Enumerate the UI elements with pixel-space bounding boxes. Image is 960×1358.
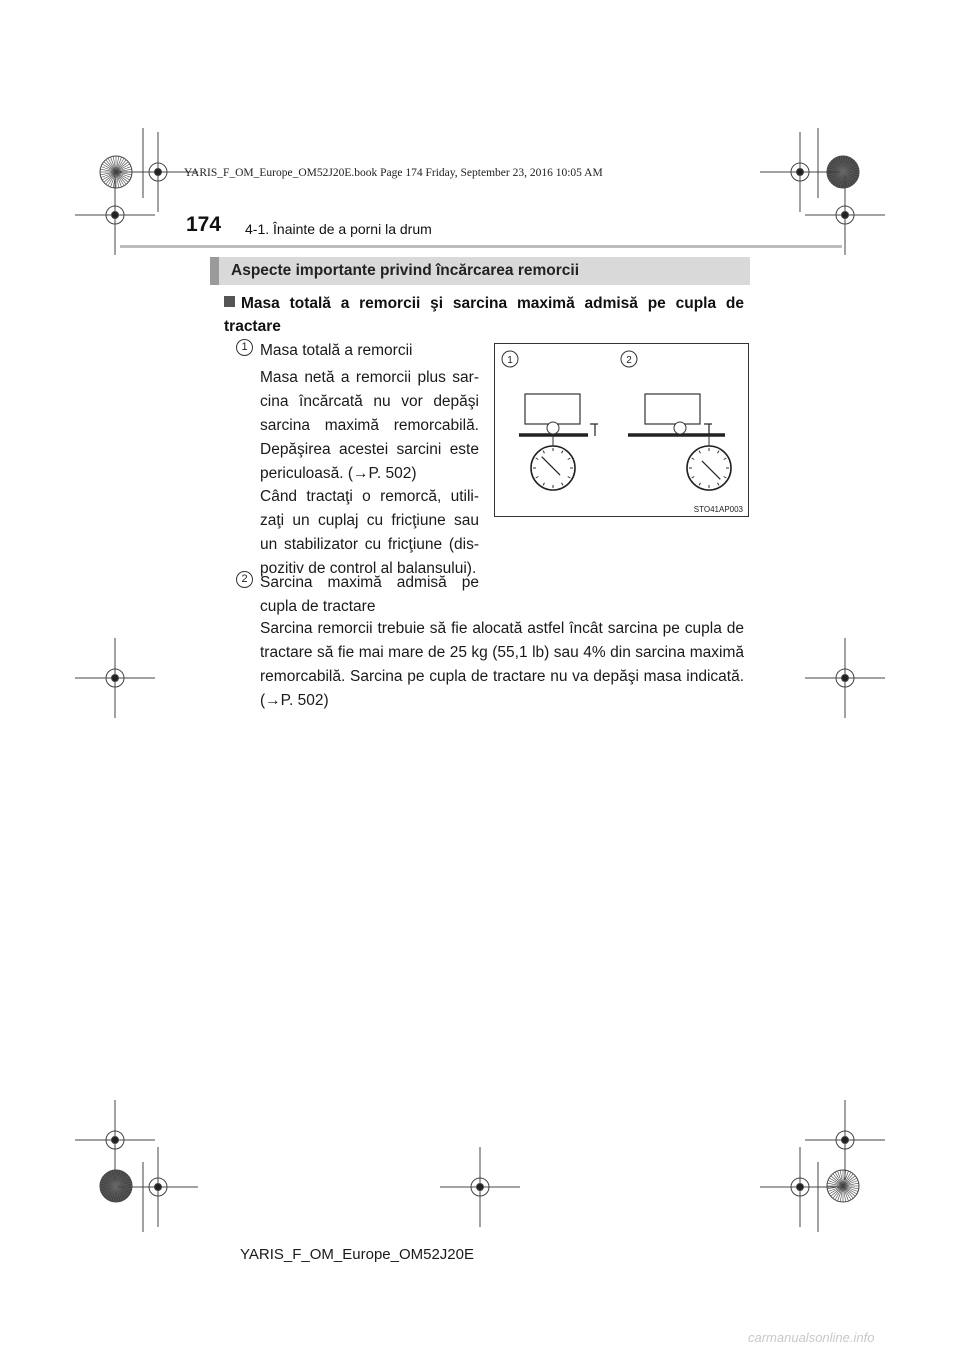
trailer-wheel [547, 422, 559, 434]
trailer-body [645, 394, 700, 424]
site-watermark: carmanualsonline.info [748, 1330, 875, 1345]
header-rule [120, 245, 842, 248]
item-paragraph: Sarcina remorcii trebuie să fie alocată astfel încât sarcina pe cupla de tractare să fie mai mare de 25 kg (55,1 lb) sau 4% din sarcina maximă remorcabilă. Sarcina pe cupla de tractare nu va depăşi masa indicată. (→P. 502) [260, 620, 744, 709]
item-number-circle: 2 [236, 571, 253, 588]
scale-gauge [687, 446, 731, 490]
subheading [224, 292, 744, 338]
figure-code: STO41AP003 [693, 505, 743, 514]
trailer-load-figure [494, 343, 749, 517]
section-title: Aspecte importante privind încărcarea remorcii [210, 257, 750, 285]
item-paragraph: Masa netă a remorcii plus sar-cina încărcată nu vor depăşi sarcina maximă remorcabilă. Depăşirea acestei sarcini este periculoasă. (→P. 502) [260, 369, 479, 482]
item-title: Sarcina maximă admisă pe cupla de tractare [260, 574, 479, 615]
chapter-title: 4-1. Înainte de a porni la drum [245, 221, 432, 237]
item-title: Masa totală a remorcii [260, 342, 413, 359]
item-number-circle: 1 [236, 339, 253, 356]
scale-gauge [531, 446, 575, 490]
square-bullet-icon [224, 296, 235, 307]
figure-label: 2 [626, 355, 632, 366]
footer-doc-id: YARIS_F_OM_Europe_OM52J20E [240, 1246, 475, 1263]
figure-drawing [495, 344, 748, 516]
trailer-wheel [674, 422, 686, 434]
figure-label: 1 [507, 355, 513, 366]
page-number: 174 [186, 213, 222, 236]
trailer-body [525, 394, 580, 424]
book-file-line: YARIS_F_OM_Europe_OM52J20E.book Page 174 Friday, September 23, 2016 10:05 AM [184, 167, 603, 179]
item-paragraph: Când tractaţi o remorcă, utili-zaţi un cuplaj cu fricţiune sau un stabilizator cu fricţiune (dis-pozitiv de control al balansului). [260, 488, 479, 577]
subheading-text: Masa totală a remorcii şi sarcina maximă admisă pe cupla de tractare [224, 295, 744, 335]
